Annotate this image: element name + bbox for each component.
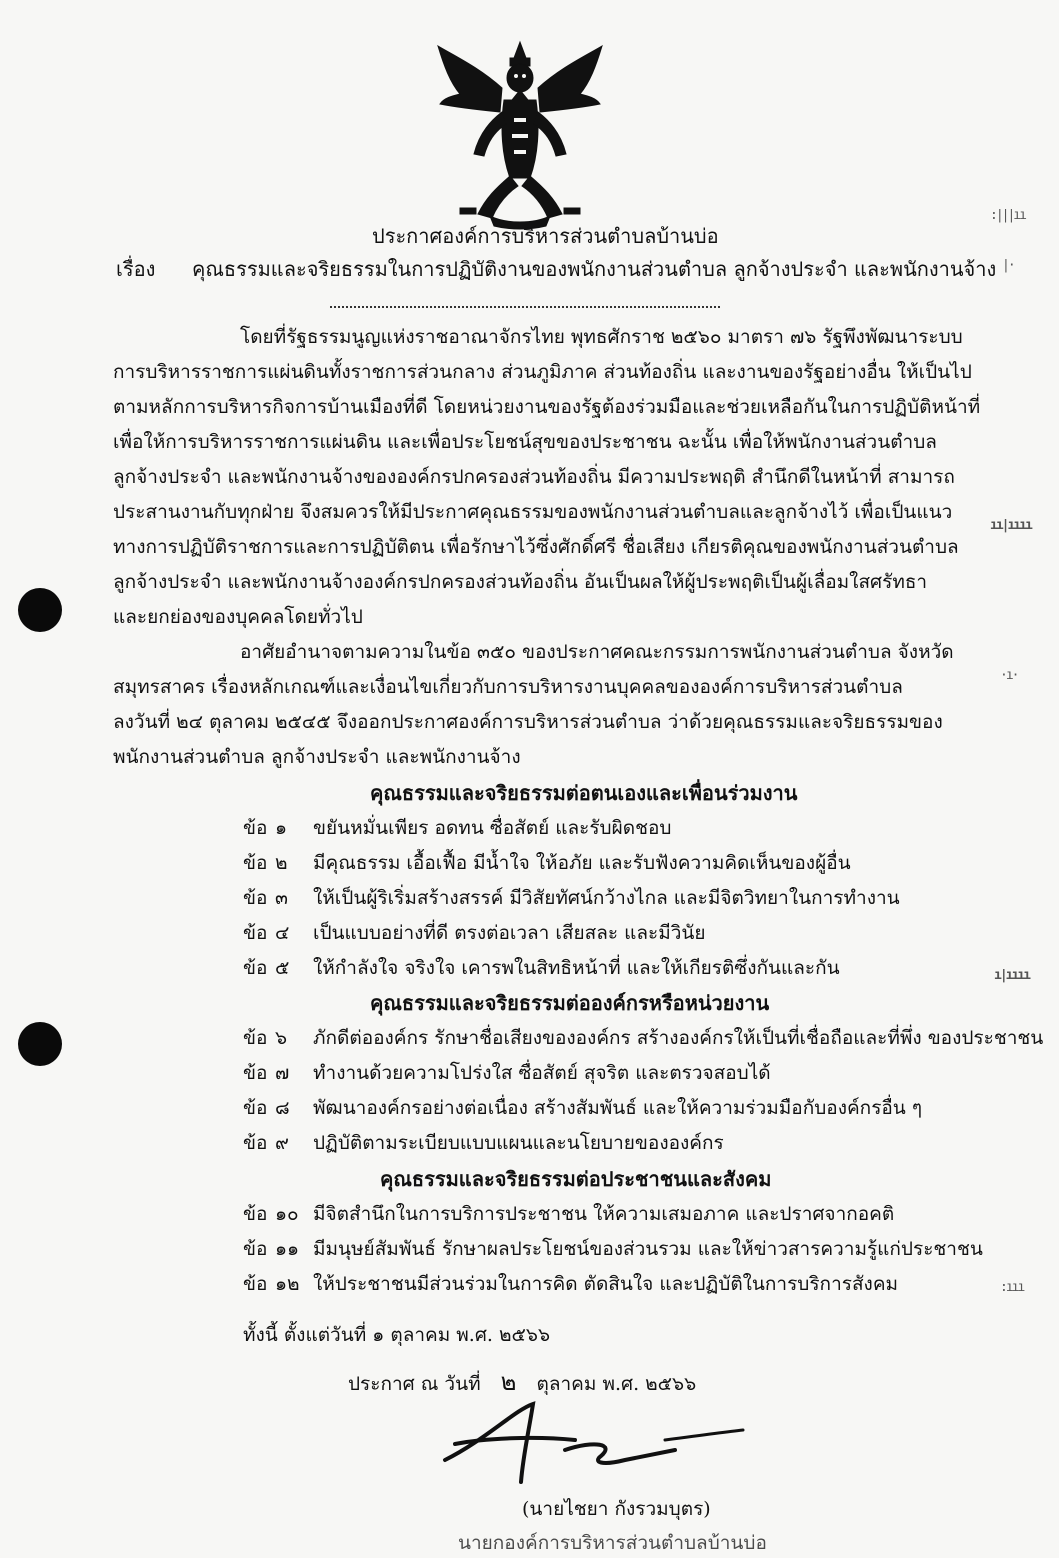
para1-line: ประสานงานกับทุกฝ่าย จึงสมควรให้มีประกาศคุณธรรมของพนักงานส่วนตำบลและลูกจ้างไว้ เพื่อเป็นแนว (113, 501, 953, 523)
scan-artifact: :|||ıı (990, 208, 1025, 223)
section-heading: คุณธรรมและจริยธรรมต่อองค์กรหรือหน่วยงาน (370, 991, 770, 1015)
subject-label: เรื่อง (116, 257, 156, 281)
para1-line: โดยที่รัฐธรรมนูญแห่งราชอาณาจักรไทย พุทธศักราช ๒๕๖๐ มาตรา ๗๖ รัฐพึงพัฒนาระบบ (240, 326, 963, 348)
divider-dotted (330, 306, 720, 308)
list-item: ข้อ ๒ มีคุณธรรม เอื้อเฟื้อ มีน้ำใจ ให้อภัย และรับฟังความคิดเห็นของผู้อื่น (243, 852, 851, 874)
list-item: ข้อ ๑ ขยันหมั่นเพียร อดทน ซื่อสัตย์ และรับผิดชอบ (243, 817, 672, 839)
signer-name: (นายไชยา กังรวมบุตร) (522, 1498, 711, 1520)
list-item: ข้อ ๑๐ มีจิตสำนึกในการบริการประชาชน ให้ความเสมอภาค และปราศจากอคติ (243, 1203, 895, 1225)
list-item: ข้อ ๔ เป็นแบบอย่างที่ดี ตรงต่อเวลา เสียสละ และมีวินัย (243, 922, 706, 944)
scan-artifact: ı|ıııı (994, 968, 1029, 983)
list-item: ข้อ ๕ ให้กำลังใจ จริงใจ เคารพในสิทธิหน้าที่ และให้เกียรติซึ่งกันและกัน (243, 957, 840, 979)
scan-artifact: :ııı (1000, 1280, 1024, 1295)
list-item: ข้อ ๑๑ มีมนุษย์สัมพันธ์ รักษาผลประโยชน์ของส่วนรวม และให้ข่าวสารความรู้แก่ประชาชน (243, 1238, 983, 1260)
para1-line: ตามหลักการบริหารกิจการบ้านเมืองที่ดี โดยหน่วยงานของรัฐต้องร่วมมือและช่วยเหลือกันในการปฏิบัติหน้าที่ (113, 396, 981, 418)
list-item: ข้อ ๙ ปฏิบัติตามระเบียบแบบแผนและนโยบายขององค์กร (243, 1132, 724, 1154)
announced-date: ประกาศ ณ วันที่ ๒ ตุลาคม พ.ศ. ๒๕๖๖ (348, 1368, 697, 1396)
list-item: ข้อ ๗ ทำงานด้วยความโปร่งใส ซื่อสัตย์ สุจริต และตรวจสอบได้ (243, 1062, 771, 1084)
para2-line: อาศัยอำนาจตามความในข้อ ๓๕๐ ของประกาศคณะกรรมการพนักงานส่วนตำบล จังหวัด (240, 641, 954, 663)
para1-line: ลูกจ้างประจำ และพนักงานจ้างขององค์กรปกครองส่วนท้องถิ่น มีความประพฤติ สำนึกดีในหน้าที่ สามารถ (113, 466, 955, 488)
signature (425, 1400, 755, 1490)
scan-artifact: ıı|ıııı (990, 518, 1031, 533)
announcement-title: ประกาศองค์การบริหารส่วนตำบลบ้านบ่อ (372, 224, 719, 248)
list-item: ข้อ ๓ ให้เป็นผู้ริเริ่มสร้างสรรค์ มีวิสัยทัศน์กว้างไกล และมีจิตวิทยาในการทำงาน (243, 887, 900, 909)
list-item: ข้อ ๖ ภักดีต่อองค์กร รักษาชื่อเสียงขององค์กร สร้างองค์กรให้เป็นที่เชื่อถือและที่พึ่ง ของประชาชน (243, 1027, 1044, 1049)
subject-text: คุณธรรมและจริยธรรมในการปฏิบัติงานของพนักงานส่วนตำบล ลูกจ้างประจำ และพนักงานจ้าง (192, 257, 997, 281)
para2-line: พนักงานส่วนตำบล ลูกจ้างประจำ และพนักงานจ้าง (113, 746, 521, 768)
list-item: ข้อ ๘ พัฒนาองค์กรอย่างต่อเนื่อง สร้างสัมพันธ์ และให้ความร่วมมือกับองค์กรอื่น ๆ (243, 1097, 923, 1119)
para1-line: การบริหารราชการแผ่นดินทั้งราชการส่วนกลาง ส่วนภูมิภาค ส่วนท้องถิ่น และงานของรัฐอย่างอื่น ให้เป็นไป (113, 361, 972, 383)
list-item: ข้อ ๑๒ ให้ประชาชนมีส่วนร่วมในการคิด ตัดสินใจ และปฏิบัติในการบริการสังคม (243, 1273, 899, 1295)
para1-line: และยกย่องของบุคคลโดยทั่วไป (113, 606, 363, 628)
para1-line: เพื่อให้การบริหารราชการแผ่นดิน และเพื่อประโยชน์สุขของประชาชน ฉะนั้น เพื่อให้พนักงานส่วนตำบล (113, 431, 937, 453)
para2-line: สมุทรสาคร เรื่องหลักเกณฑ์และเงื่อนไขเกี่ยวกับการบริหารงานบุคคลขององค์การบริหารส่วนตำบล (113, 676, 903, 698)
effective-date: ทั้งนี้ ตั้งแต่วันที่ ๑ ตุลาคม พ.ศ. ๒๕๖๖ (243, 1324, 551, 1346)
para1-line: ลูกจ้างประจำ และพนักงานจ้างองค์กรปกครองส่วนท้องถิ่น อันเป็นผลให้ผู้ประพฤติเป็นผู้เลื่อมใสศรัทธา (113, 571, 928, 593)
section-heading: คุณธรรมและจริยธรรมต่อประชาชนและสังคม (380, 1167, 772, 1191)
scan-artifact: |· (1002, 258, 1014, 273)
para2-line: ลงวันที่ ๒๔ ตุลาคม ๒๕๔๕ จึงออกประกาศองค์การบริหารส่วนตำบล ว่าด้วยคุณธรรมและจริยธรรมของ (113, 711, 943, 733)
para1-line: ทางการปฏิบัติราชการและการปฏิบัติตน เพื่อรักษาไว้ซึ่งศักดิ์ศรี ชื่อเสียง เกียรติคุณของพนักงานส่วนตำบล (113, 536, 959, 558)
punch-hole (18, 1022, 62, 1066)
scan-artifact: ·ı· (1000, 668, 1018, 683)
section-heading: คุณธรรมและจริยธรรมต่อตนเองและเพื่อนร่วมงาน (370, 781, 798, 805)
garuda-emblem (430, 38, 610, 230)
signer-title: นายกองค์การบริหารส่วนตำบลบ้านบ่อ (458, 1532, 767, 1554)
punch-hole (18, 588, 62, 632)
